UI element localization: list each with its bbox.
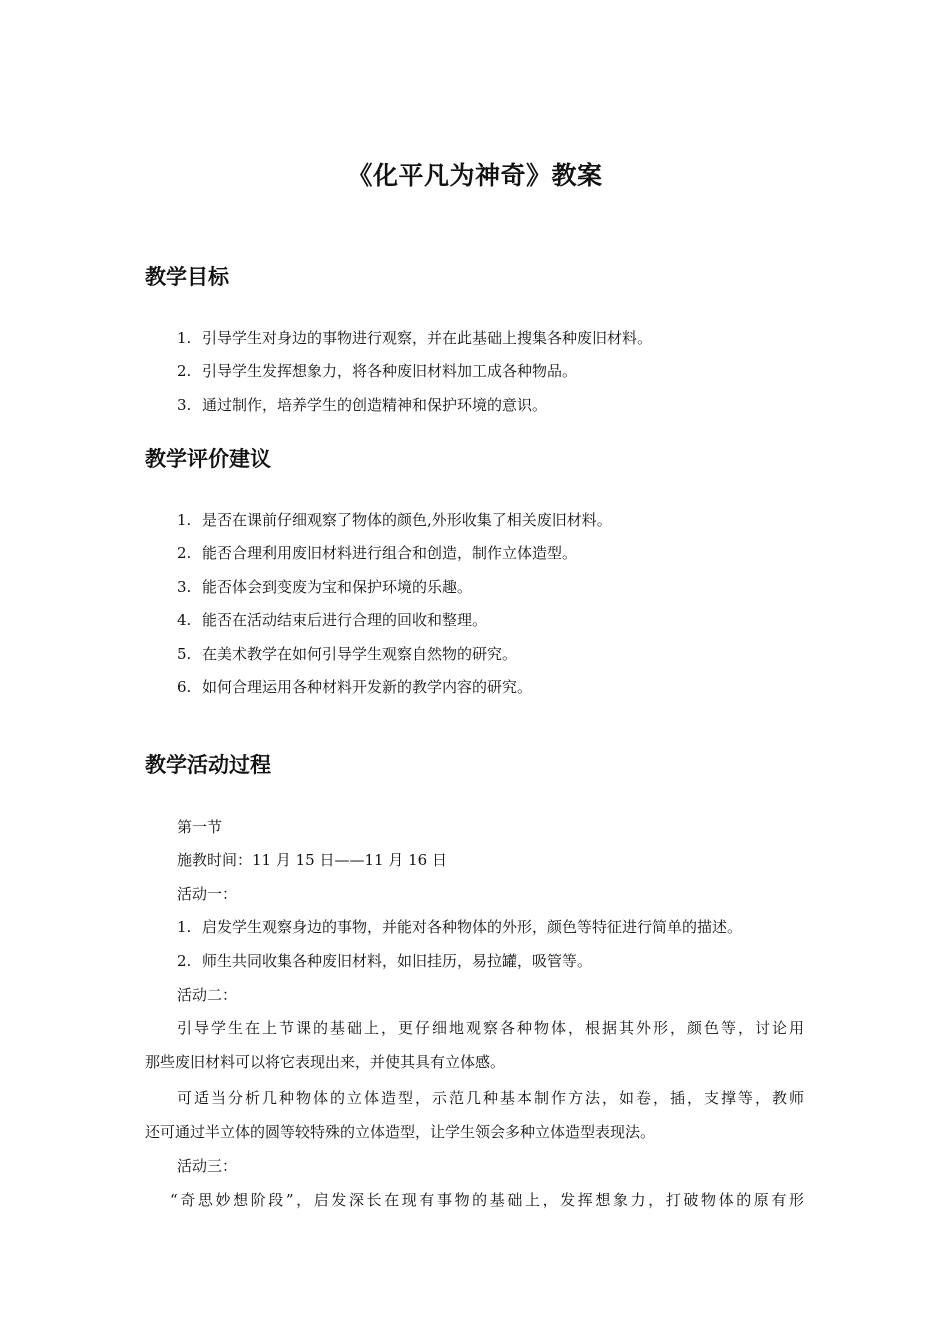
evaluation-item xyxy=(177,542,577,564)
activity-1-label: 活动一： xyxy=(177,885,238,903)
list-number: 6. xyxy=(177,678,192,696)
list-text: 能否合理利用废旧材料进行组合和创造，制作立体造型。 xyxy=(202,544,578,562)
list-number: 3. xyxy=(177,578,192,596)
list-number: 5. xyxy=(177,645,192,663)
list-text: 是否在课前仔细观察了物体的颜色,外形收集了相关废旧材料。 xyxy=(202,511,612,529)
objective-item xyxy=(177,327,652,349)
objectives-heading: 教学目标 xyxy=(145,265,229,289)
section-label: 第一节 xyxy=(177,818,223,836)
list-text: 如何合理运用各种材料开发新的教学内容的研究。 xyxy=(202,678,533,696)
list-number: 4. xyxy=(177,611,192,629)
list-number: 2. xyxy=(177,952,192,970)
activity-2-paragraph-1-line-1: 引导学生在上节课的基础上，更仔细地观察各种物体，根据其外形，颜色等，讨论用 xyxy=(177,1019,804,1037)
evaluation-item xyxy=(177,676,532,698)
evaluation-item xyxy=(177,609,487,631)
activity-2-paragraph-1-line-2: 那些废旧材料可以将它表现出来，并使其具有立体感。 xyxy=(145,1053,506,1071)
list-number: 1. xyxy=(177,329,192,347)
process-heading: 教学活动过程 xyxy=(145,753,271,777)
evaluation-heading: 教学评价建议 xyxy=(145,447,271,471)
teaching-time: 施教时间：11 月 15 日——11 月 16 日 xyxy=(177,851,447,869)
activity-1-item xyxy=(177,950,592,972)
objective-item xyxy=(177,394,547,416)
list-text: 能否在活动结束后进行合理的回收和整理。 xyxy=(202,611,488,629)
list-number: 2. xyxy=(177,544,192,562)
list-text: 能否体会到变废为宝和保护环境的乐趣。 xyxy=(202,578,473,596)
document-title: 《化平凡为神奇》教案 xyxy=(347,161,603,190)
evaluation-item xyxy=(177,509,612,531)
list-text: 通过制作，培养学生的创造精神和保护环境的意识。 xyxy=(202,396,548,414)
list-number: 1. xyxy=(177,511,192,529)
activity-2-paragraph-2-line-2: 还可通过半立体的圆等较特殊的立体造型，让学生领会多种立体造型表现法。 xyxy=(145,1123,656,1141)
activity-3-label: 活动三： xyxy=(177,1157,238,1175)
list-text: 师生共同收集各种废旧材料，如旧挂历，易拉罐，吸管等。 xyxy=(202,952,593,970)
list-text: 在美术教学在如何引导学生观察自然物的研究。 xyxy=(202,645,518,663)
list-number: 2. xyxy=(177,362,192,380)
list-number: 3. xyxy=(177,396,192,414)
activity-2-label: 活动二： xyxy=(177,986,238,1004)
evaluation-item xyxy=(177,643,517,665)
activity-3-line-1: “奇思妙想阶段”，启发深长在现有事物的基础上，发挥想象力，打破物体的原有形 xyxy=(170,1191,804,1209)
activity-2-paragraph-2-line-1: 可适当分析几种物体的立体造型，示范几种基本制作方法，如卷，插，支撑等，教师 xyxy=(177,1089,804,1107)
objective-item xyxy=(177,360,577,382)
evaluation-item xyxy=(177,576,472,598)
list-text: 引导学生发挥想象力，将各种废旧材料加工成各种物品。 xyxy=(202,362,578,380)
list-text: 启发学生观察身边的事物，并能对各种物体的外形，颜色等特征进行简单的描述。 xyxy=(202,918,743,936)
activity-1-item xyxy=(177,916,742,938)
list-text: 引导学生对身边的事物进行观察，并在此基础上搜集各种废旧材料。 xyxy=(202,329,653,347)
list-number: 1. xyxy=(177,918,192,936)
